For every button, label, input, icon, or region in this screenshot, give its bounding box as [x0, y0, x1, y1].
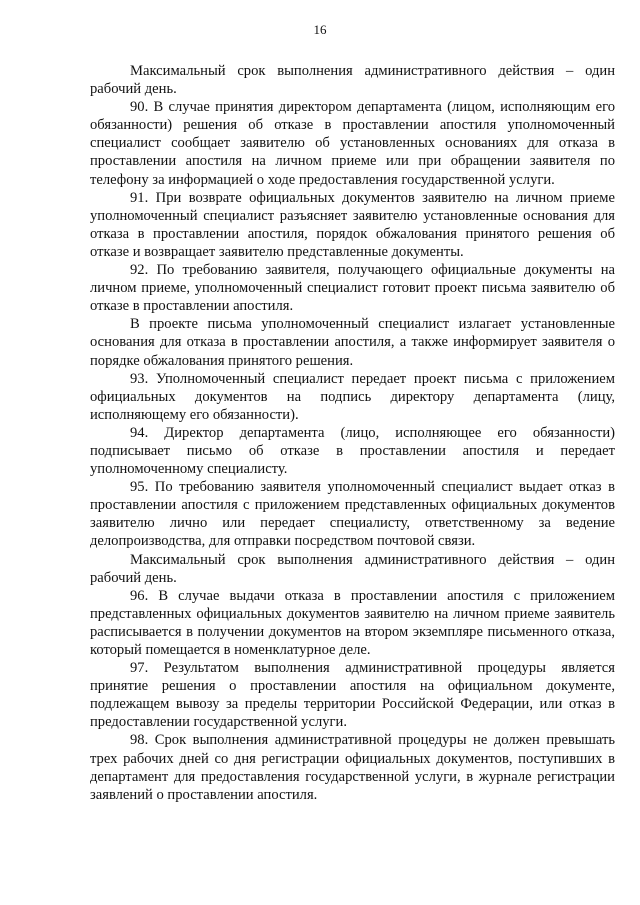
paragraph-96: 96. В случае выдачи отказа в проставлении апостиля с приложением представленных официальных документов заявителю на личном приеме заявитель расписывается в получении документов на втором экземпляре письменного отказа, который помещается в номенклатурное деле. — [90, 587, 615, 658]
paragraph-93: 93. Уполномоченный специалист передает проект письма с приложением официальных документов на подпись директору департамента (лицу, исполняющему его обязанности). — [90, 370, 615, 423]
paragraph-95: 95. По требованию заявителя уполномоченный специалист выдает отказ в проставлении апостиля с приложением представленных официальных документов заявителю лично или передает специалисту, ответственному за ведение делопроизводства, для отправки посредством почтовой связи. — [90, 479, 615, 550]
paragraph-97: 97. Результатом выполнения административной процедуры является принятие решения о проставлении апостиля на официальном документе, подлежащем вывозу за пределы территории Российской Федерации, или отказ в предоставлении государственной услуги. — [90, 660, 615, 731]
paragraph-92-letter-draft: В проекте письма уполномоченный специалист излагает установленные основания для отказа в проставлении апостиля, а также информирует заявителя о порядке обжалования принятого решения. — [90, 316, 615, 369]
paragraph-90: 90. В случае принятия директором департамента (лицом, исполняющим его обязанности) решения об отказе в проставлении апостиля уполномоченный специалист сообщает заявителю об установленных основаниях для отказа в проставлении апостиля на личном приеме или при обращении заявителя по телефону за информацией о ходе предоставления государственной услуги. — [90, 99, 615, 188]
paragraph-max-term-1: Максимальный срок выполнения административного действия – один рабочий день. — [90, 63, 615, 98]
document-body — [90, 62, 615, 804]
page-number: 16 — [313, 22, 327, 37]
paragraph-94: 94. Директор департамента (лицо, исполняющее его обязанности) подписывает письмо об отказе в проставлении апостиля и передает уполномоченному специалисту. — [90, 424, 615, 478]
paragraph-max-term-2: Максимальный срок выполнения административного действия – один рабочий день. — [90, 551, 615, 586]
paragraph-91: 91. При возврате официальных документов заявителю на личном приеме уполномоченный специалист разъясняет заявителю установленные основания для отказа в проставлении апостиля, порядок обжалования принятого решения об отказе и возвращает заявителю представленные документы. — [90, 189, 615, 260]
paragraph-98: 98. Срок выполнения административной процедуры не должен превышать трех рабочих дней со дня регистрации официальных документов, поступивших в департамент для предоставления государственной услуги, в журнале регистрации заявлений о проставлении апостиля. — [90, 732, 615, 803]
paragraph-92: 92. По требованию заявителя, получающего официальные документы на личном приеме, уполномоченный специалист готовит проект письма заявителю об отказе в проставлении апостиля. — [90, 262, 615, 315]
